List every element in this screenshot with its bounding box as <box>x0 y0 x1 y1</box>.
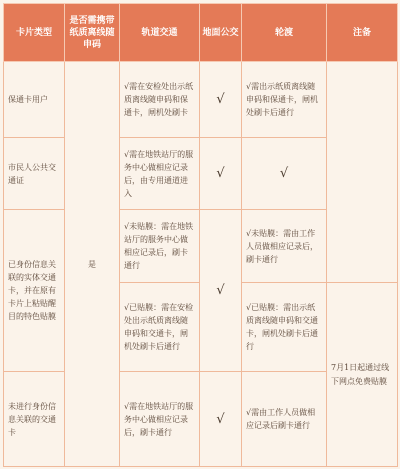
note-cell: 7月1日起通过线下网点免费贴膜 <box>327 283 398 467</box>
rail-cell: √需在地铁站厅的服务中心做相应记录后，刷卡通行 <box>120 372 200 467</box>
table-row <box>4 62 398 138</box>
header-paper-code: 是否需携带纸质离线随申码 <box>65 4 120 62</box>
rail-pasted-cell: √已贴膜：需在安检处出示纸质离线随申码和交通卡，闸机处刷卡后通行 <box>120 283 200 372</box>
header-card-type: 卡片类型 <box>4 4 65 62</box>
empty-note-cell <box>327 62 398 283</box>
ferry-cell: √需出示纸质离线随申码和保通卡，闸机处刷卡后通行 <box>242 62 327 138</box>
card-type-cell: 未进行身份信息关联的交通卡 <box>4 372 65 467</box>
card-type-cell: 市民人公共交通证 <box>4 138 65 210</box>
ferry-check-icon: √ <box>242 138 327 210</box>
rail-cell: √需在安检处出示纸质离线随申码和保通卡，闸机处刷卡 <box>120 62 200 138</box>
ferry-pasted-cell: √已贴膜：需出示纸质离线随申码和交通卡，闸机处刷卡后通行 <box>242 283 327 372</box>
paper-code-cell: 是 <box>65 62 120 467</box>
header-row <box>4 4 398 62</box>
rail-unpasted-cell: √未贴膜：需在地铁站厅的服务中心做相应记录后，刷卡通行 <box>120 210 200 283</box>
header-rail: 轨道交通 <box>120 4 200 62</box>
header-ferry: 轮渡 <box>242 4 327 62</box>
bus-check-icon: √ <box>200 62 242 138</box>
bus-check-icon: √ <box>200 210 242 372</box>
card-type-cell: 已身份信息关联的实体交通卡，并在原有卡片上粘贴醒目的特色贴膜 <box>4 210 65 372</box>
rail-cell: √需在地铁站厅的服务中心做相应记录后，由专用通道进入 <box>120 138 200 210</box>
ferry-unpasted-cell: √未贴膜：需由工作人员做相应记录后，刷卡通行 <box>242 210 327 283</box>
bus-check-icon: √ <box>200 372 242 467</box>
transit-card-rules-table <box>3 3 398 467</box>
card-type-cell: 保通卡用户 <box>4 62 65 138</box>
header-note: 注备 <box>327 4 398 62</box>
bus-check-icon: √ <box>200 138 242 210</box>
ferry-cell: √需由工作人员做相应记录后刷卡通行 <box>242 372 327 467</box>
header-bus: 地面公交 <box>200 4 242 62</box>
